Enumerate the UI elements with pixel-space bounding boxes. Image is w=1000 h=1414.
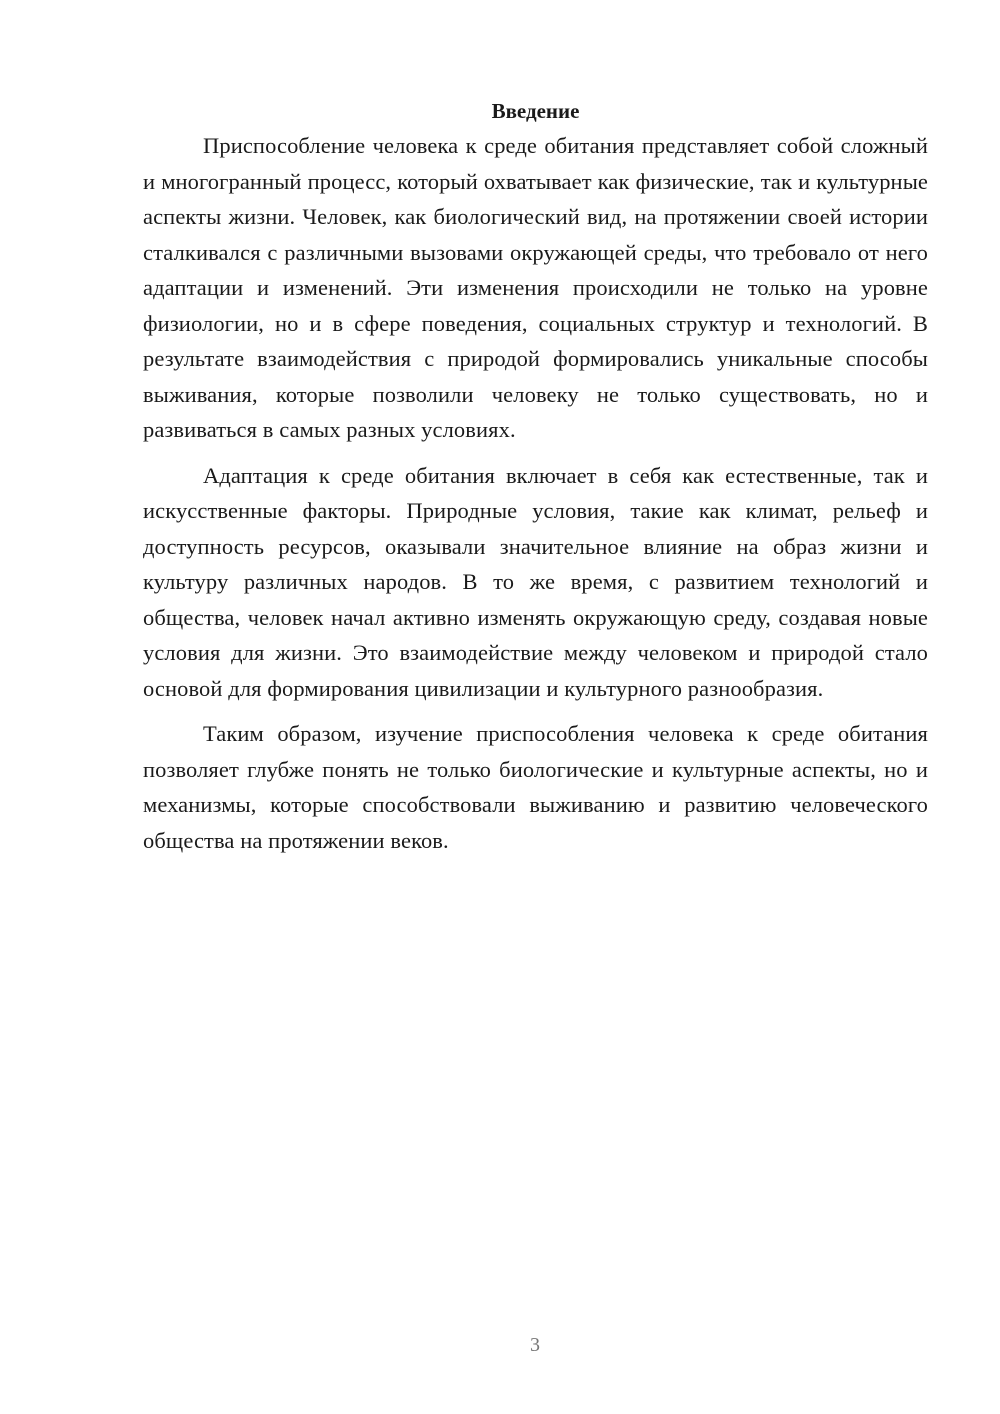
paragraph-3: Таким образом, изучение приспособления человека к среде обитания позволяет глубже понять не только биологические и культурные аспекты, но и механизмы, которые способствовали выживанию и развитию человеческого общества на протяжении веков. bbox=[143, 721, 928, 853]
paragraph-2: Адаптация к среде обитания включает в себя как естественные, так и искусственные факторы. Природные условия, такие как климат, рельеф и доступность ресурсов, оказывали значительное влияние на образ жизни и культуру различных народов. В то же время, с развитием технологий и общества, человек начал активно изменять окружающую среду, создавая новые условия для жизни. Это взаимодействие между человеком и природой стало основой для формирования цивилизации и культурного разнообразия. bbox=[143, 462, 928, 701]
page-content bbox=[143, 96, 928, 868]
paragraph-1: Приспособление человека к среде обитания представляет собой сложный и многогранный процесс, который охватывает как физические, так и культурные аспекты жизни. Человек, как биологический вид, на протяжении своей истории сталкивался с различными вызовами окружающей среды, что требовало от него адаптации и изменений. Эти изменения происходили не только на уровне физиологии, но и в сфере поведения, социальных структур и технологий. В результате взаимодействия с природой формировались уникальные способы выживания, которые позволили человеку не только существовать, но и развиваться в самых разных условиях. bbox=[143, 133, 928, 442]
page-number: 3 bbox=[530, 1334, 540, 1356]
section-heading: Введение bbox=[491, 99, 580, 123]
